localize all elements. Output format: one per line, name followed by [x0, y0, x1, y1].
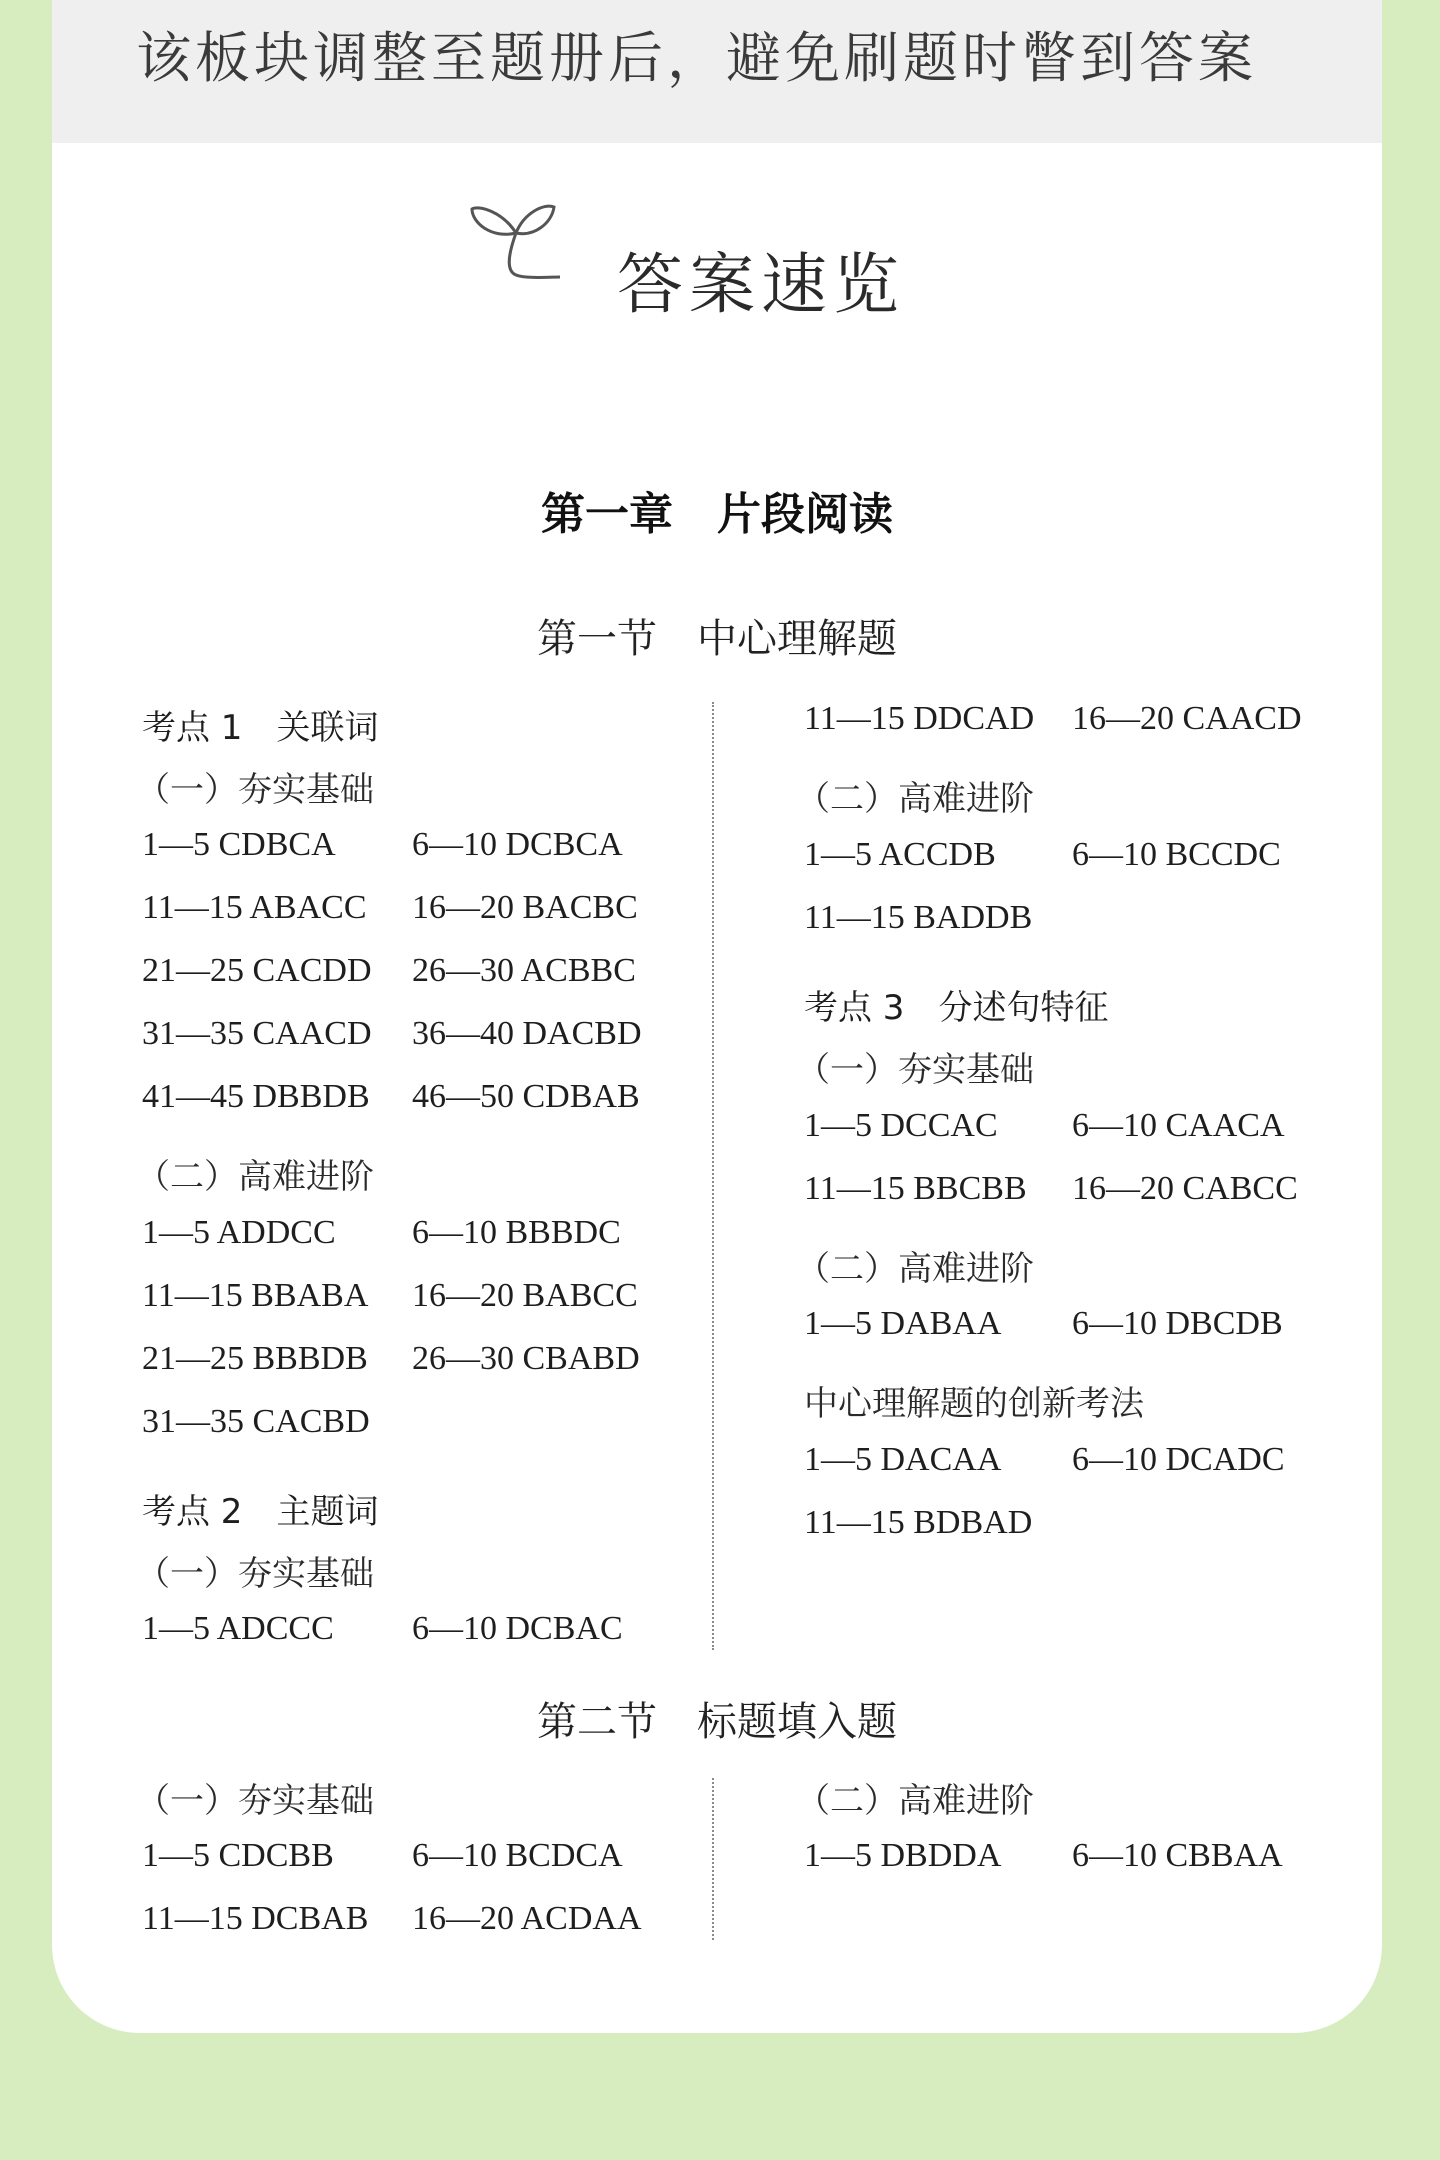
heading-title: 答案速览: [617, 246, 905, 323]
innovation-label: 中心理解题的创新考法: [804, 1384, 1144, 1424]
answer-entry: 31—35 CAACD: [142, 1015, 372, 1052]
answer-entry: 16—20 CABCC: [1072, 1170, 1298, 1207]
section-2-title: 第二节 标题填入题: [537, 1699, 897, 1745]
answer-entry: 31—35 CACBD: [142, 1403, 370, 1440]
kp1-advanced-label: （二）高难进阶: [136, 1157, 374, 1197]
answer-entry: 41—45 DBBDB: [142, 1078, 370, 1115]
answer-entry: 11—15 BBABA: [142, 1277, 369, 1314]
answer-entry: 21—25 BBBDB: [142, 1340, 368, 1377]
answer-entry: 11—15 DCBAB: [142, 1900, 369, 1937]
answer-entry: 11—15 ABACC: [142, 889, 367, 926]
answer-entry: 11—15 BDBAD: [804, 1504, 1033, 1541]
answer-entry: 6—10 DCBCA: [412, 826, 623, 863]
answer-overview-heading: [462, 195, 982, 323]
chapter-title: 第一章 片段阅读: [541, 489, 893, 540]
answer-entry: 1—5 DCCAC: [804, 1107, 998, 1144]
answer-entry: 16—20 BACBC: [412, 889, 638, 926]
answer-entry: 1—5 CDBCA: [142, 826, 336, 863]
kp2-advanced-label: （二）高难进阶: [796, 779, 1034, 819]
answer-entry: 6—10 BCDCA: [412, 1837, 623, 1874]
answer-entry: 16—20 ACDAA: [412, 1900, 642, 1937]
kp1-basic-label: （一）夯实基础: [136, 770, 374, 810]
column-divider: [712, 702, 714, 1650]
answer-entry: 6—10 DCADC: [1072, 1441, 1285, 1478]
answer-entry: 1—5 DBDDA: [804, 1837, 1002, 1874]
section-1-title: 第一节 中心理解题: [537, 616, 897, 662]
answer-entry: 11—15 BBCBB: [804, 1170, 1027, 1207]
answer-entry: 1—5 CDCBB: [142, 1837, 334, 1874]
kp1-title: 考点 1 关联词: [142, 708, 379, 748]
kp3-title: 考点 3 分述句特征: [804, 988, 1109, 1028]
s2-advanced-label: （二）高难进阶: [796, 1781, 1034, 1821]
answer-entry: 21—25 CACDD: [142, 952, 372, 989]
sprout-icon: [462, 195, 612, 315]
answer-entry: 6—10 DCBAC: [412, 1610, 623, 1647]
answer-entry: 36—40 DACBD: [412, 1015, 642, 1052]
answer-entry: 1—5 ACCDB: [804, 836, 996, 873]
answer-entry: 6—10 CAACA: [1072, 1107, 1285, 1144]
answer-entry: 6—10 BBBDC: [412, 1214, 621, 1251]
answer-entry: 6—10 BCCDC: [1072, 836, 1281, 873]
answer-entry: 46—50 CDBAB: [412, 1078, 640, 1115]
answer-entry: 1—5 DACAA: [804, 1441, 1002, 1478]
answer-entry: 11—15 BADDB: [804, 899, 1033, 936]
answer-entry: 1—5 ADDCC: [142, 1214, 336, 1251]
notice-text: 该板块调整至题册后，避免刷题时瞥到答案: [136, 26, 1258, 90]
kp2-basic-label: （一）夯实基础: [136, 1554, 374, 1594]
answer-entry: 11—15 DDCAD: [804, 700, 1035, 737]
column-divider: [712, 1778, 714, 1940]
s2-basic-label: （一）夯实基础: [136, 1781, 374, 1821]
kp3-basic-label: （一）夯实基础: [796, 1050, 1034, 1090]
answer-entry: 1—5 DABAA: [804, 1305, 1002, 1342]
answer-entry: 6—10 CBBAA: [1072, 1837, 1283, 1874]
answer-card: [52, 0, 1382, 2033]
answer-entry: 26—30 ACBBC: [412, 952, 636, 989]
notice-banner: [52, 0, 1382, 143]
kp3-advanced-label: （二）高难进阶: [796, 1249, 1034, 1289]
answer-entry: 16—20 BABCC: [412, 1277, 638, 1314]
answer-entry: 16—20 CAACD: [1072, 700, 1302, 737]
kp2-title: 考点 2 主题词: [142, 1492, 379, 1532]
answer-entry: 1—5 ADCCC: [142, 1610, 334, 1647]
answer-entry: 6—10 DBCDB: [1072, 1305, 1283, 1342]
answer-entry: 26—30 CBABD: [412, 1340, 640, 1377]
